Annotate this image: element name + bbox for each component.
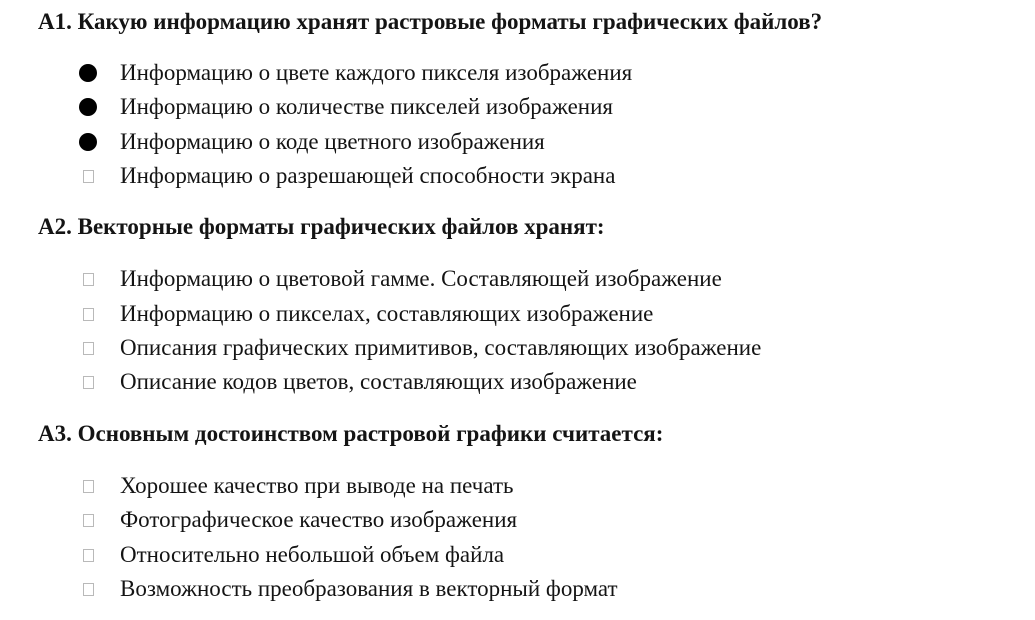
checkbox-icon[interactable] — [78, 304, 98, 324]
option-label: Информацию о цветовой гамме. Составляющей изображение — [120, 266, 722, 291]
question-a2-option-1[interactable] — [78, 262, 722, 296]
filled-dot-icon[interactable] — [78, 97, 98, 117]
option-label: Фотографическое качество изображения — [120, 507, 518, 532]
checkbox-icon[interactable] — [78, 476, 98, 496]
checkbox-icon[interactable] — [78, 510, 98, 530]
question-a3-option-3[interactable] — [78, 538, 504, 572]
checkbox-icon[interactable] — [78, 269, 98, 289]
question-a2-option-2[interactable] — [78, 297, 653, 331]
question-a2-option-3[interactable] — [78, 331, 761, 365]
option-label: Относительно небольшой объем файла — [120, 542, 505, 567]
option-label: Информацию о разрешающей способности экрана — [120, 163, 616, 188]
checkbox-icon[interactable] — [78, 545, 98, 565]
question-a3-option-4[interactable] — [78, 572, 618, 606]
filled-dot-icon[interactable] — [78, 63, 98, 83]
option-label: Информацию о пикселах, составляющих изображение — [120, 301, 654, 326]
question-a1-option-3[interactable] — [78, 125, 545, 159]
question-a1-option-1[interactable] — [78, 56, 632, 90]
checkbox-icon[interactable] — [78, 579, 98, 599]
option-label: Информацию о цвете каждого пикселя изображения — [120, 60, 633, 85]
question-a3-option-1[interactable] — [78, 469, 514, 503]
question-a1-option-2[interactable] — [78, 90, 613, 124]
option-label: Информацию о количестве пикселей изображения — [120, 94, 613, 119]
option-label: Описания графических примитивов, составляющих изображение — [120, 335, 762, 360]
question-a2-option-4[interactable] — [78, 365, 637, 399]
question-a2-title: А2. Векторные форматы графических файлов хранят: — [38, 214, 605, 239]
option-label: Возможность преобразования в векторный формат — [120, 576, 618, 601]
option-label: Информацию о коде цветного изображения — [120, 129, 545, 154]
option-label: Описание кодов цветов, составляющих изображение — [120, 369, 637, 394]
checkbox-icon[interactable] — [78, 166, 98, 186]
question-a1-option-4[interactable] — [78, 159, 615, 193]
question-a3-option-2[interactable] — [78, 503, 517, 537]
checkbox-icon[interactable] — [78, 372, 98, 392]
filled-dot-icon[interactable] — [78, 132, 98, 152]
question-a1-title: А1. Какую информацию хранят растровые форматы графических файлов? — [38, 9, 823, 34]
question-a3-title: А3. Основным достоинством растровой графики считается: — [38, 421, 664, 446]
checkbox-icon[interactable] — [78, 338, 98, 358]
option-label: Хорошее качество при выводе на печать — [120, 473, 514, 498]
